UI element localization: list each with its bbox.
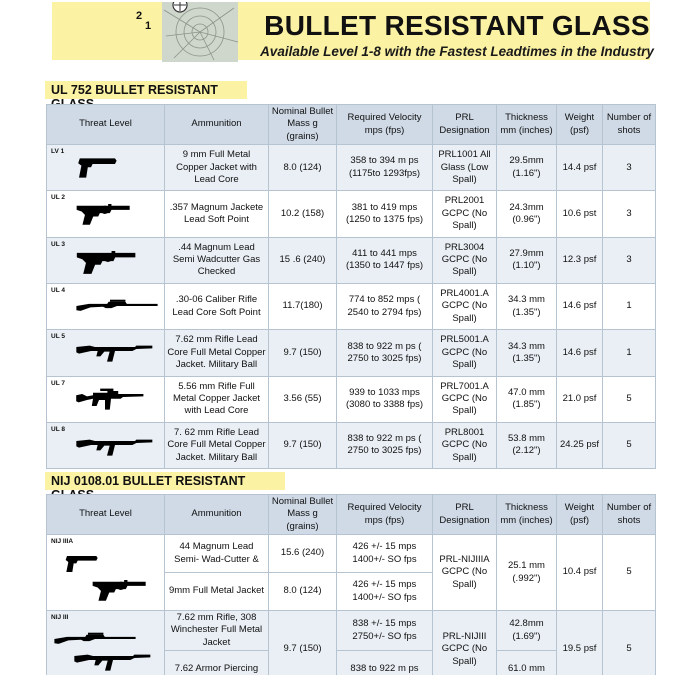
threat-level: UL 4	[51, 286, 65, 294]
thickness-cell: 34.3 mm (1.35")	[497, 283, 557, 329]
prl-cell: PRL2001 GCPC (No Spall)	[433, 191, 497, 237]
header-weight: Weight (psf)	[557, 495, 603, 535]
header-bullet-mass: Nominal Bullet Mass g (grains)	[269, 495, 337, 535]
weight-cell: 10.6 pst	[557, 191, 603, 237]
thickness-cell: 34.3 mm (1.35")	[497, 330, 557, 376]
table-row	[47, 611, 656, 651]
velocity-cell: 426 +/- 15 mps 1400+/- SO fps	[337, 535, 433, 573]
header-velocity: Required Velocity mps (fps)	[337, 105, 433, 145]
header-bullet-mass: Nominal Bullet Mass g (grains)	[269, 105, 337, 145]
section-label-nij: NIJ 0108.01 BULLET RESISTANT	[45, 472, 285, 490]
threat-cell	[47, 237, 165, 283]
threat-level: LV 1	[51, 148, 65, 156]
threat-level: NIJ III	[51, 614, 69, 622]
threat-cell	[47, 376, 165, 422]
velocity-cell: 939 to 1033 mps (3080 to 3388 fps)	[337, 376, 433, 422]
assault-rifle-icon	[73, 649, 153, 675]
velocity-cell: 411 to 441 mps (1350 to 1447 fps)	[337, 237, 433, 283]
header-shots: Number of shots	[603, 495, 656, 535]
header-weight: Weight (psf)	[557, 105, 603, 145]
shots-cell: 3	[603, 191, 656, 237]
revolver-icon	[91, 577, 149, 603]
weight-cell: 19.5 psf	[557, 611, 603, 675]
pistol-icon	[63, 553, 103, 575]
ammo-cell: 7.62 Armor Piercing	[165, 651, 269, 675]
prl-cell: PRL5001.A GCPC (No Spall)	[433, 330, 497, 376]
mass-cell: 9.7 (150)	[269, 330, 337, 376]
ammo-cell: 9mm Full Metal Jacket	[165, 573, 269, 611]
thickness-cell: 27.9mm (1.10")	[497, 237, 557, 283]
threat-level: UL 5	[51, 333, 65, 341]
velocity-cell: 426 +/- 15 mps 1400+/- SO fps	[337, 573, 433, 611]
velocity-cell: 358 to 394 m ps (1175to 1293fps)	[337, 145, 433, 191]
ammo-cell: 5.56 mm Rifle Full Metal Copper Jacket with Lead Core	[165, 376, 269, 422]
header-shots: Number of shots	[603, 105, 656, 145]
weight-cell: 24.25 psf	[557, 422, 603, 468]
carbine-icon	[75, 385, 147, 415]
ammo-cell: .357 Magnum Jackete Lead Soft Point	[165, 191, 269, 237]
header-ammunition: Ammunition	[165, 105, 269, 145]
header-prl-designation: PRL Designation	[433, 495, 497, 535]
table-row	[47, 330, 656, 376]
threat-cell	[47, 145, 165, 191]
mass-cell: 9.7 (150)	[269, 611, 337, 675]
shots-cell: 5	[603, 376, 656, 422]
weight-cell: 14.6 psf	[557, 283, 603, 329]
assault-rifle-icon	[75, 433, 155, 461]
weight-cell: 21.0 psf	[557, 376, 603, 422]
thickness-cell: 25.1 mm (.992")	[497, 535, 557, 611]
revolver-icon	[75, 248, 139, 276]
prl-cell: PRL4001.A GCPC (No Spall)	[433, 283, 497, 329]
velocity-cell: 838 +/- 15 mps 2750+/- SO fps	[337, 611, 433, 651]
table-row	[47, 376, 656, 422]
header-velocity: Required Velocity mps (fps)	[337, 495, 433, 535]
header-thickness: Thickness mm (inches)	[497, 495, 557, 535]
mass-cell: 8.0 (124)	[269, 145, 337, 191]
thickness-cell: 24.3mm (0.96")	[497, 191, 557, 237]
mass-cell: 8.0 (124)	[269, 573, 337, 611]
revolver-icon	[75, 201, 133, 227]
threat-cell	[47, 422, 165, 468]
shattered-glass-icon	[134, 2, 244, 62]
threat-level: UL 7	[51, 379, 65, 387]
header-ammunition: Ammunition	[165, 495, 269, 535]
shots-cell: 1	[603, 330, 656, 376]
art-mark-1: 1	[145, 20, 152, 32]
header-prl-designation: PRL Designation	[433, 105, 497, 145]
thickness-cell: 42.8mm (1.69")	[497, 611, 557, 651]
table-row	[47, 237, 656, 283]
header-threat-level: Threat Level	[47, 105, 165, 145]
threat-cell	[47, 330, 165, 376]
thickness-cell: 61.0 mm	[497, 651, 557, 675]
ammo-cell: 44 Magnum Lead Semi- Wad-Cutter &	[165, 535, 269, 573]
art-mark-2: 2	[136, 10, 143, 22]
ammo-cell: 9 mm Full Metal Copper Jacket with Lead Core	[165, 145, 269, 191]
weight-cell: 12.3 psf	[557, 237, 603, 283]
threat-level: UL 8	[51, 425, 65, 433]
page-title: BULLET RESISTANT GLASS	[264, 10, 650, 41]
ammo-cell: 7.62 mm Rifle, 308 Winchester Full Metal Jacket	[165, 611, 269, 651]
nij-table	[46, 494, 656, 675]
shots-cell: 5	[603, 535, 656, 611]
velocity-cell: 381 to 419 mps (1250 to 1375 fps)	[337, 191, 433, 237]
ammo-cell: 7.62 mm Rifle Lead Core Full Metal Copper Jacket. Military Ball	[165, 330, 269, 376]
thickness-cell: 29.5mm (1.16")	[497, 145, 557, 191]
shots-cell: 5	[603, 611, 656, 675]
threat-level: UL 3	[51, 240, 65, 248]
mass-cell: 11.7(180)	[269, 283, 337, 329]
thickness-cell: 47.0 mm (1.85")	[497, 376, 557, 422]
velocity-cell: 774 to 852 mps ( 2540 to 2794 fps)	[337, 283, 433, 329]
threat-level: NIJ IIIA	[51, 538, 74, 546]
ammo-cell: 7. 62 mm Rifle Lead Core Full Metal Copper Jacket. Military Ball	[165, 422, 269, 468]
mass-cell: 15.6 (240)	[269, 535, 337, 573]
prl-cell: PRL3004 GCPC (No Spall)	[433, 237, 497, 283]
ammo-cell: .30-06 Caliber Rifle Lead Core Soft Point	[165, 283, 269, 329]
thickness-cell: 53.8 mm (2.12")	[497, 422, 557, 468]
shots-cell: 3	[603, 145, 656, 191]
weight-cell: 10.4 psf	[557, 535, 603, 611]
table-header-row	[47, 495, 656, 535]
header-banner	[52, 2, 654, 60]
threat-cell	[47, 611, 165, 675]
weight-cell: 14.4 psf	[557, 145, 603, 191]
ul752-table	[46, 104, 656, 469]
shots-cell: 1	[603, 283, 656, 329]
prl-cell: PRL-NIJIII GCPC (No Spall)	[433, 611, 497, 675]
shots-cell: 5	[603, 422, 656, 468]
velocity-cell: 838 to 922 m ps ( 2750 to 3025 fps)	[337, 330, 433, 376]
prl-cell: PRL7001.A GCPC (No Spall)	[433, 376, 497, 422]
assault-rifle-icon	[75, 340, 155, 366]
mass-cell: 9.7 (150)	[269, 422, 337, 468]
section-label-ul752: UL 752 BULLET RESISTANT	[45, 81, 247, 99]
table-row	[47, 283, 656, 329]
table-row	[47, 422, 656, 468]
prl-cell: PRL1001 All Glass (Low Spall)	[433, 145, 497, 191]
rifle-icon	[75, 298, 159, 314]
header-thickness: Thickness mm (inches)	[497, 105, 557, 145]
ammo-cell: .44 Magnum Lead Semi Wadcutter Gas Checked	[165, 237, 269, 283]
rifle-icon	[53, 631, 137, 647]
threat-cell	[47, 191, 165, 237]
page-subtitle: Available Level 1-8 with the Fastest Leadtimes in the Industry	[260, 44, 654, 59]
table-row	[47, 145, 656, 191]
velocity-cell: 838 to 922 m ps ( 2750 to 3025 fps)	[337, 422, 433, 468]
pistol-icon	[75, 155, 123, 181]
table-header-row	[47, 105, 656, 145]
threat-level: UL 2	[51, 194, 65, 202]
threat-cell	[47, 535, 165, 611]
prl-cell: PRL8001 GCPC (No Spall)	[433, 422, 497, 468]
mass-cell: 3.56 (55)	[269, 376, 337, 422]
table-row	[47, 191, 656, 237]
shots-cell: 3	[603, 237, 656, 283]
table-row	[47, 535, 656, 573]
mass-cell: 15 .6 (240)	[269, 237, 337, 283]
threat-cell	[47, 283, 165, 329]
weight-cell: 14.6 psf	[557, 330, 603, 376]
velocity-cell: 838 to 922 m ps	[337, 651, 433, 675]
header-threat-level: Threat Level	[47, 495, 165, 535]
prl-cell: PRL-NIJIIIA GCPC (No Spall)	[433, 535, 497, 611]
mass-cell: 10.2 (158)	[269, 191, 337, 237]
